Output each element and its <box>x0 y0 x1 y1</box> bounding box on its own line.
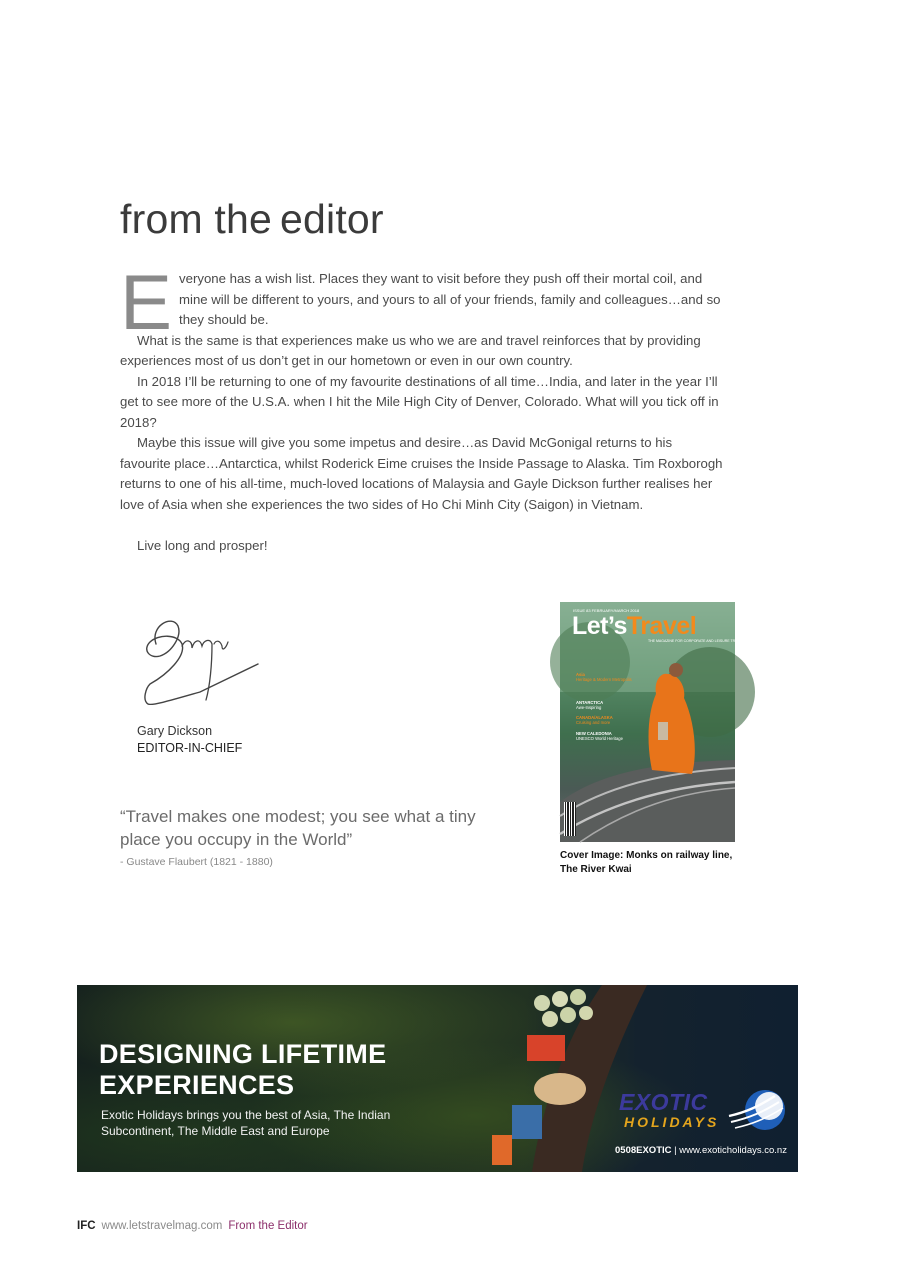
cover-caption: Cover Image: Monks on railway line, The River Kwai <box>560 850 733 875</box>
quote-author: - Gustave Flaubert (1821 - 1880) <box>120 856 273 868</box>
cover-headline-sub: Cruising and more <box>576 720 611 725</box>
cover-barcode <box>564 802 576 836</box>
cover-logo-part-1: Let’s <box>572 612 627 640</box>
paragraph: In 2018 I’ll be returning to one of my favourite destinations of all time…India, and later in the year I’ll get to see more of the U.S.A. when I hit the Mile High City of Denver, Colorado. What will you tick off in 2018? <box>120 373 719 430</box>
exotic-holidays-banner-ad[interactable] <box>77 985 798 1172</box>
banner-contact-line <box>615 1145 787 1156</box>
cover-headline <box>576 715 636 725</box>
intro-paragraph <box>120 258 724 346</box>
intro-text: veryone has a wish list. Places they want to visit before they push off their mortal coil, and mine will be different to yours, and yours to all of your friends, family and colleagues…and so they should be. <box>179 271 721 327</box>
banner-website-link[interactable]: www.exoticholidays.co.nz <box>679 1145 787 1156</box>
cover-headline-title: ANTARCTICA <box>576 700 604 705</box>
exotic-logo-word-1: EXOTIC <box>619 1089 708 1115</box>
handwritten-signature <box>120 604 270 716</box>
cover-headline-sub: UNESCO World Heritage <box>576 736 623 741</box>
footer-page-number: IFC <box>77 1220 96 1232</box>
magazine-cover <box>560 602 754 842</box>
banner-photo-boat <box>472 985 647 1172</box>
page-footer <box>77 1220 308 1232</box>
banner-phone: 0508EXOTIC <box>615 1145 672 1156</box>
editorial-body <box>120 258 724 556</box>
drop-cap: E <box>120 258 173 346</box>
cover-headline-title: CANADA/ALASKA <box>576 715 613 720</box>
cover-headline-title: Asia <box>576 672 585 677</box>
footer-website-link[interactable]: www.letstravelmag.com <box>101 1220 223 1232</box>
footer-section-name: From the Editor <box>228 1220 308 1232</box>
cover-headline-sub: Heritage & Modern Metropolis <box>576 677 632 682</box>
exotic-logo-swoosh-icon <box>729 1088 785 1132</box>
cover-headline-sub: Awe-Inspiring <box>576 705 602 710</box>
cover-headline <box>576 731 636 741</box>
cover-tagline: THE MAGAZINE FOR CORPORATE AND LEISURE TRAVELLERS <box>648 639 754 643</box>
paragraph: What is the same is that experiences make us who we are and travel reinforces that by providing experiences most of us don’t get in our hometown or even in our own country. <box>120 332 701 368</box>
banner-subtext: Exotic Holidays brings you the best of Asia, The Indian Subcontinent, The Middle East and Europe <box>101 1108 391 1138</box>
cover-logo <box>572 612 696 641</box>
cover-headline-title: NEW CALEDONIA <box>576 731 612 736</box>
paragraph: Maybe this issue will give you some impetus and desire…as David McGonigal returns to his favourite place…Antarctica, whilst Roderick Eime cruises the Inside Passage to Alaska. Tim Roxborogh returns to one of his all-time, much-loved locations of Malaysia and Gayle Dickson further realises her love of Asia when she experiences the two sides of Ho Chi Minh City (Saigon) in Vietnam. <box>120 435 723 512</box>
heading-word-2: editor <box>280 196 384 242</box>
page-heading <box>120 196 384 243</box>
editor-name: Gary Dickson <box>137 724 213 738</box>
banner-headline-line-1: DESIGNING LIFETIME <box>99 1039 387 1069</box>
cover-issue-line: ISSUE 83 FEBRUARY/MARCH 2018 <box>573 608 640 613</box>
cover-headline <box>576 700 636 710</box>
pull-quote: “Travel makes one modest; you see what a tiny place you occupy in the World” <box>120 807 476 849</box>
banner-separator: | <box>674 1145 677 1156</box>
editor-title: EDITOR-IN-CHIEF <box>137 741 243 755</box>
cover-logo-part-2: Travel <box>626 612 697 640</box>
exotic-logo-word-2: HOLIDAYS <box>624 1114 720 1130</box>
banner-headline <box>99 1039 386 1101</box>
signoff-line: Live long and prosper! <box>137 537 268 553</box>
heading-word-1: from the <box>120 196 272 242</box>
banner-headline-line-2: EXPERIENCES <box>99 1070 295 1100</box>
cover-headline <box>576 672 636 682</box>
